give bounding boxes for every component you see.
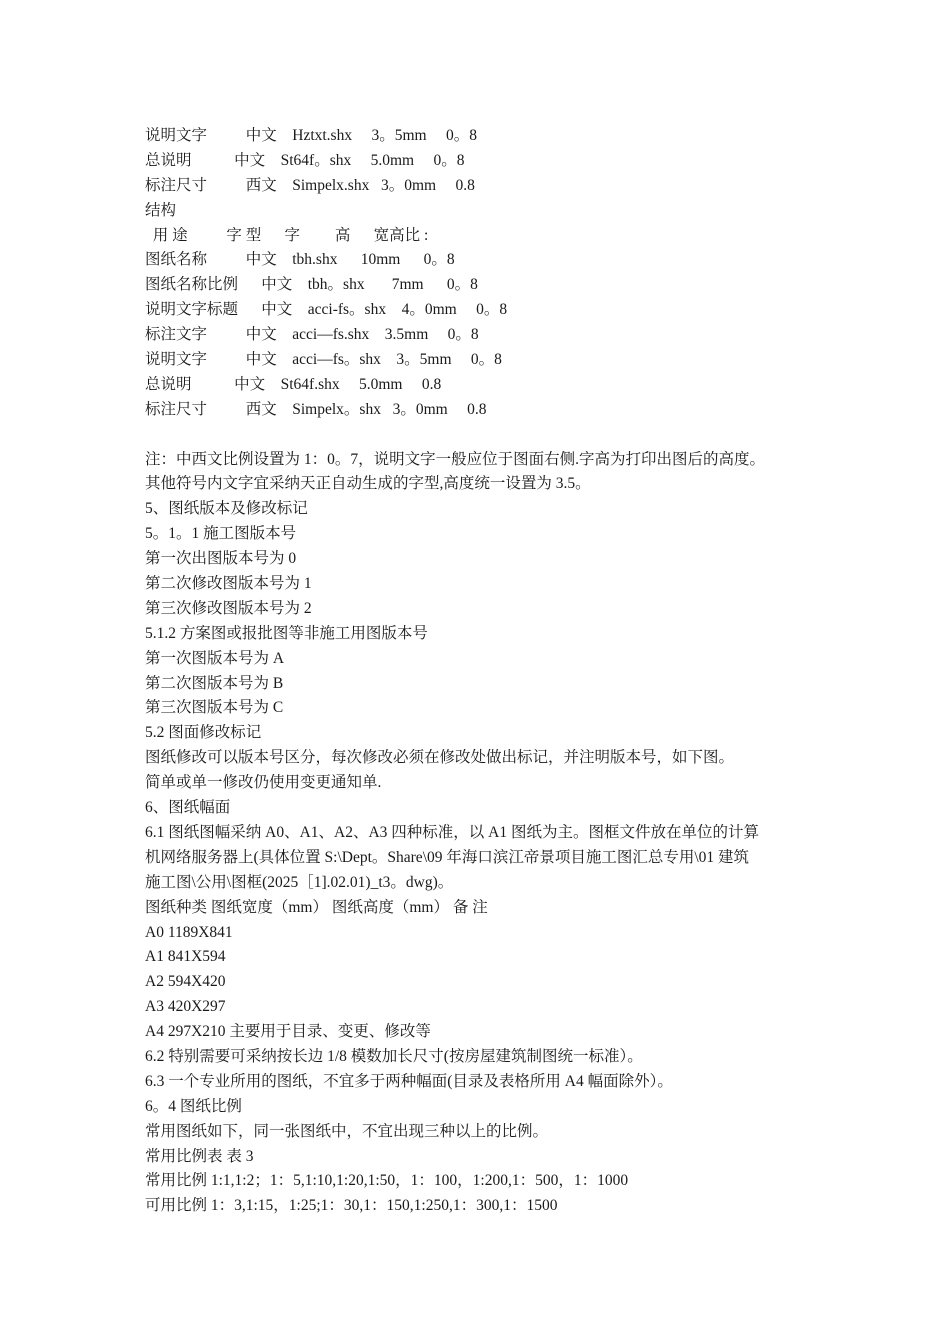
text-line: 标注文字 中文 acci—fs.shx 3.5mm 0。8 bbox=[145, 326, 479, 344]
text-line: 施工图\公用\图框(2025［1].02.01)_t3。dwg)。 bbox=[145, 873, 454, 891]
text-line: 常用图纸如下，同一张图纸中，不宜出现三种以上的比例。 bbox=[145, 1122, 549, 1140]
table-row: A4 297X210 主要用于目录、变更、修改等 bbox=[145, 1023, 431, 1041]
table-header: 用 途 字 型 字 高 宽高比 : bbox=[145, 226, 429, 244]
text-line: 标注尺寸 西文 Simpelx.shx 3。0mm 0.8 bbox=[145, 176, 475, 194]
subsection-heading: 5。1。1 施工图版本号 bbox=[145, 525, 297, 543]
table-caption: 常用比例表 表 3 bbox=[145, 1147, 254, 1165]
blank-line bbox=[145, 423, 845, 448]
text-line: 6.1 图纸图幅采纳 A0、A1、A2、A3 四种标准，以 A1 图纸为主。图框文件放在单位的计算 bbox=[145, 823, 759, 841]
subsection-heading: 5.2 图面修改标记 bbox=[145, 724, 262, 742]
table-row: A0 1189X841 bbox=[145, 923, 233, 941]
text-line: 总说明 中文 St64f。shx 5.0mm 0。8 bbox=[145, 151, 465, 169]
text-line: 简单或单一修改仍使用变更通知单. bbox=[145, 774, 382, 792]
table-row: 常用比例 1:1,1:2；1：5,1:10,1:20,1:50，1：100，1:200,1：500，1：1000 bbox=[145, 1172, 629, 1190]
text-line: 第一次图版本号为 A bbox=[145, 649, 285, 667]
text-line: 第二次图版本号为 B bbox=[145, 674, 284, 692]
section-heading: 5、图纸版本及修改标记 bbox=[145, 500, 308, 518]
table-row: A1 841X594 bbox=[145, 948, 226, 966]
table-row: 可用比例 1：3,1:15，1:25;1：30,1：150,1:250,1：300,1：1500 bbox=[145, 1197, 558, 1215]
text-line: 说明文字标题 中文 acci-fs。shx 4。0mm 0。8 bbox=[145, 301, 508, 319]
text-line: 总说明 中文 St64f.shx 5.0mm 0.8 bbox=[145, 375, 442, 393]
text-line: 图纸名称 中文 tbh.shx 10mm 0。8 bbox=[145, 251, 455, 269]
subsection-heading: 6。4 图纸比例 bbox=[145, 1097, 242, 1115]
table-header: 图纸种类 图纸宽度（mm） 图纸高度（mm） 备 注 bbox=[145, 898, 488, 916]
text-line: 标注尺寸 西文 Simpelx。shx 3。0mm 0.8 bbox=[145, 400, 487, 418]
text-line: 说明文字 中文 Hztxt.shx 3。5mm 0。8 bbox=[145, 127, 477, 144]
text-line: 图纸修改可以版本号区分，每次修改必须在修改处做出标记，并注明版本号，如下图。 bbox=[145, 749, 735, 767]
text-line: 6.2 特别需要可采纳按长边 1/8 模数加长尺寸(按房屋建筑制图统一标准）。 bbox=[145, 1047, 643, 1065]
text-line: 机网络服务器上(具体位置 S:\Dept。Share\09 年海口滨江帝景项目施工图汇总专用\01 建筑 bbox=[145, 848, 750, 866]
text-line: 图纸名称比例 中文 tbh。shx 7mm 0。8 bbox=[145, 276, 478, 294]
subsection-heading: 5.1.2 方案图或报批图等非施工用图版本号 bbox=[145, 624, 428, 642]
text-line: 说明文字 中文 acci—fs。shx 3。5mm 0。8 bbox=[145, 351, 502, 369]
table-row: A3 420X297 bbox=[145, 998, 226, 1016]
note-line: 其他符号内文字宜采纳天正自动生成的字型,高度统一设置为 3.5。 bbox=[145, 475, 591, 493]
text-line: 6.3 一个专业所用的图纸，不宜多于两种幅面(目录及表格所用 A4 幅面除外）。 bbox=[145, 1072, 673, 1090]
section-heading: 结构 bbox=[145, 201, 177, 219]
text-line: 第三次修改图版本号为 2 bbox=[145, 599, 312, 617]
table-row: A2 594X420 bbox=[145, 973, 226, 991]
section-heading: 6、图纸幅面 bbox=[145, 799, 231, 817]
text-line: 第二次修改图版本号为 1 bbox=[145, 575, 312, 593]
text-line: 第一次出图版本号为 0 bbox=[145, 550, 297, 568]
note-line: 注：中西文比例设置为 1：0。7，说明文字一般应位于图面右侧.字高为打印出图后的高度。 bbox=[145, 450, 766, 468]
document-body bbox=[145, 124, 845, 1219]
text-line: 第三次图版本号为 C bbox=[145, 699, 284, 717]
